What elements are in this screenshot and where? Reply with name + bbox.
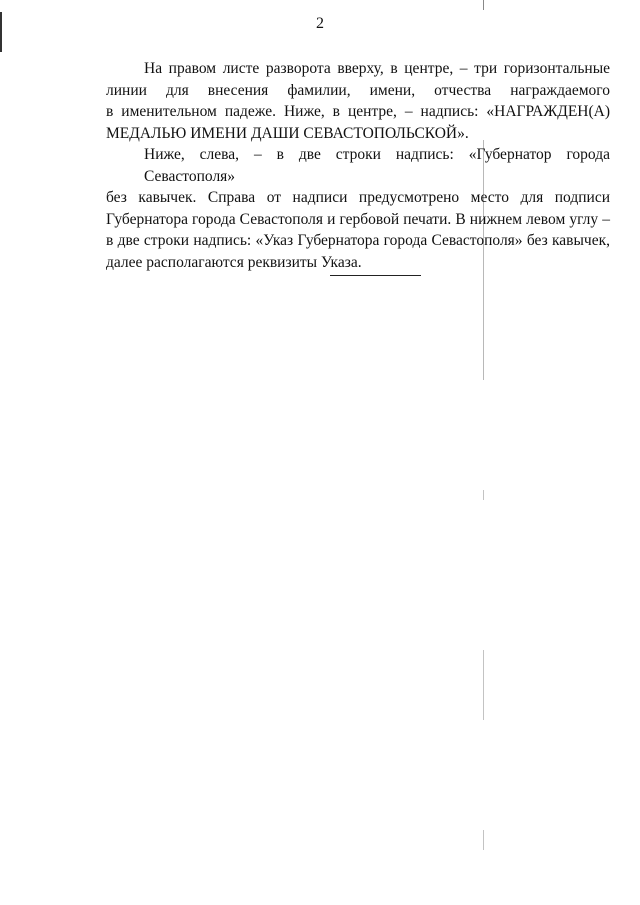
scan-fold-mark bbox=[483, 490, 484, 500]
text-line: Ниже, слева, – в две строки надпись: «Губернатор города Севастополя» bbox=[144, 146, 610, 185]
page-number: 2 bbox=[316, 15, 324, 32]
text-line: в именительном падеже. Ниже, в центре, – надпись: «НАГРАЖДЕН(А) bbox=[106, 103, 610, 120]
paragraph bbox=[106, 144, 610, 273]
scan-fold-mark bbox=[483, 650, 484, 720]
text-line: МЕДАЛЬЮ ИМЕНИ ДАШИ СЕВАСТОПОЛЬСКОЙ». bbox=[106, 124, 469, 142]
text-line: Губернатора города Севастополя и гербовой печати. В нижнем левом углу – bbox=[106, 210, 610, 228]
paragraph bbox=[106, 58, 610, 144]
text-line: в две строки надпись: «Указ Губернатора города Севастополя» без кавычек, bbox=[106, 232, 610, 249]
scan-fold-mark bbox=[483, 0, 484, 10]
text-line: далее располагаются реквизиты Указа. bbox=[106, 253, 362, 271]
scan-fold-mark bbox=[483, 830, 484, 850]
text-line: линии для внесения фамилии, имени, отчества награждаемого bbox=[106, 81, 610, 99]
end-separator-line bbox=[330, 275, 421, 276]
document-body bbox=[106, 58, 610, 273]
text-line: без кавычек. Справа от надписи предусмотрено место для подписи bbox=[106, 189, 610, 206]
text-line: На правом листе разворота вверху, в центре, – три горизонтальные bbox=[144, 60, 610, 77]
